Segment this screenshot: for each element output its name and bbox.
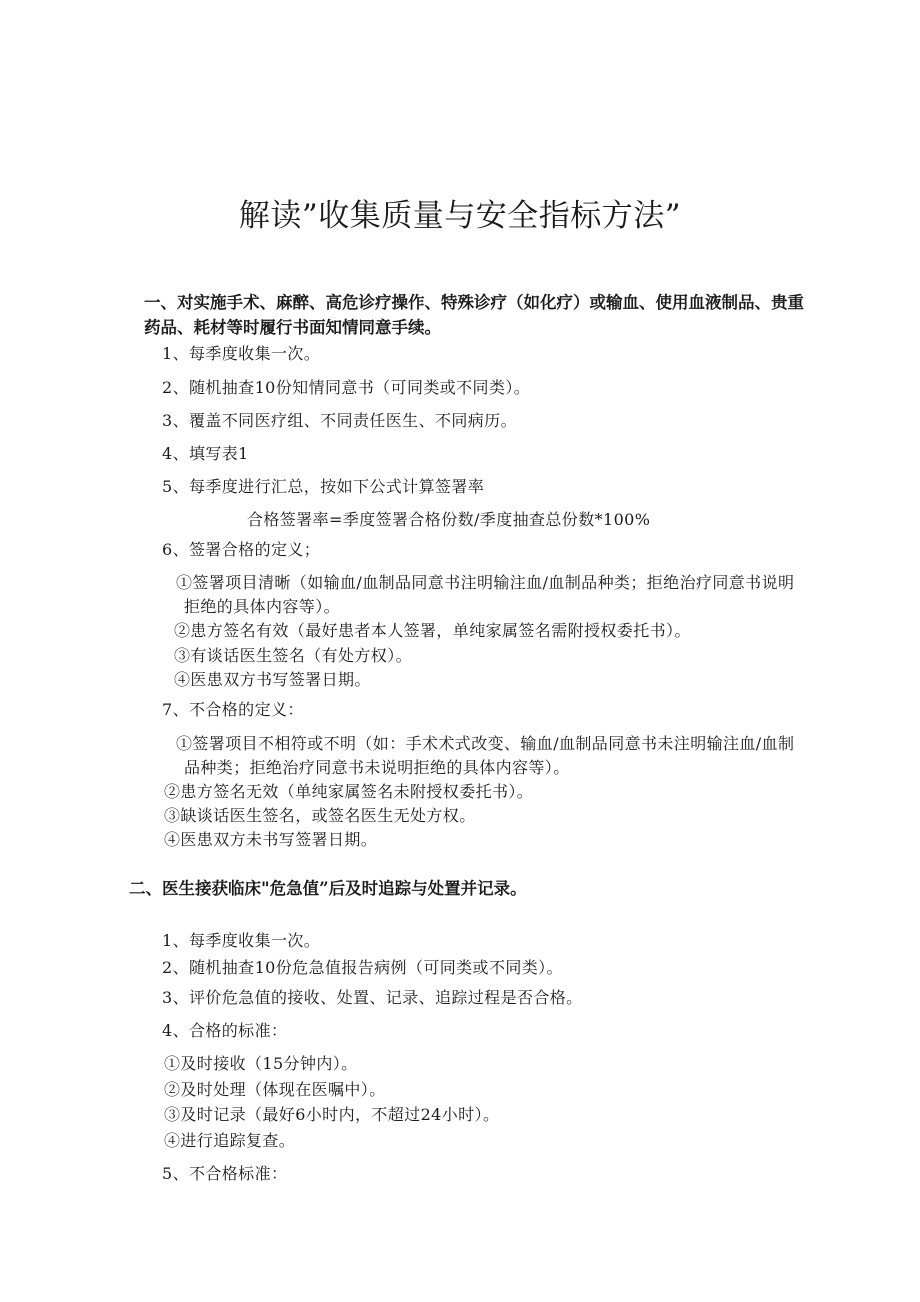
qualified-criterion-2: ②患方签名有效（最好患者本人签署，单纯家属签名需附授权委托书）。 — [174, 621, 691, 640]
section2-item-3: 3、评价危急值的接收、处置、记录、追踪过程是否合格。 — [162, 988, 583, 1007]
unqualified-criterion-3: ③缺谈话医生签名，或签名医生无处方权。 — [164, 806, 476, 825]
document-title: 解读”收集质量与安全指标方法” — [238, 198, 682, 234]
signature-rate-formula: 合格签署率=季度签署合格份数/季度抽查总份数*100% — [247, 510, 651, 529]
section1-item-5: 5、每季度进行汇总，按如下公式计算签署率 — [162, 477, 485, 496]
standard-3: ③及时记录（最好6小时内，不超过24小时）。 — [164, 1105, 500, 1124]
unqualified-criterion-1a: ①签署项目不相符或不明（如：手术术式改变、输血/血制品同意书未注明输注血/血制 — [176, 734, 795, 753]
standard-1: ①及时接收（15分钟内）。 — [164, 1054, 358, 1073]
unqualified-criterion-1b: 品种类；拒绝治疗同意书未说明拒绝的具体内容等）。 — [184, 758, 570, 777]
section1-heading-line2: 药品、耗材等时履行书面知情同意手续。 — [144, 318, 441, 337]
section1-item-4: 4、填写表1 — [162, 444, 249, 463]
unqualified-criterion-4: ④医患双方未书写签署日期。 — [164, 830, 378, 849]
qualified-criterion-1b: 拒绝的具体内容等）。 — [184, 597, 341, 616]
qualified-criterion-4: ④医患双方书写签署日期。 — [174, 670, 371, 689]
qualified-definition-title: 6、签署合格的定义； — [162, 540, 321, 559]
section1-heading-line1: 一、对实施手术、麻醉、高危诊疗操作、特殊诊疗（如化疗）或输血、使用血液制品、贵重 — [144, 293, 804, 312]
qualified-criterion-1a: ①签署项目清晰（如输血/血制品同意书注明输注血/血制品种类；拒绝治疗同意书说明 — [176, 573, 795, 592]
section2-item-1: 1、每季度收集一次。 — [162, 931, 321, 950]
section1-item-1: 1、每季度收集一次。 — [162, 344, 321, 363]
standard-4: ④进行追踪复查。 — [164, 1131, 296, 1150]
section2-item-4: 4、合格的标准： — [162, 1021, 288, 1040]
section1-item-2: 2、随机抽查10份知情同意书（可同类或不同类）。 — [162, 378, 531, 397]
section1-item-3: 3、覆盖不同医疗组、不同责任医生、不同病历。 — [162, 411, 517, 430]
qualified-criterion-3: ③有谈话医生签名（有处方权）。 — [174, 646, 413, 665]
unqualified-definition-title: 7、不合格的定义： — [162, 700, 304, 719]
standard-2: ②及时处理（体现在医嘱中）。 — [164, 1080, 386, 1099]
section2-item-2: 2、随机抽查10份危急值报告病例（可同类或不同类）。 — [162, 958, 563, 977]
unqualified-criterion-2: ②患方签名无效（单纯家属签名未附授权委托书）。 — [164, 782, 534, 801]
section2-item-5: 5、不合格标准： — [162, 1164, 288, 1183]
section2-heading: 二、医生接获临床"危急值”后及时追踪与处置并记录。 — [129, 879, 527, 898]
